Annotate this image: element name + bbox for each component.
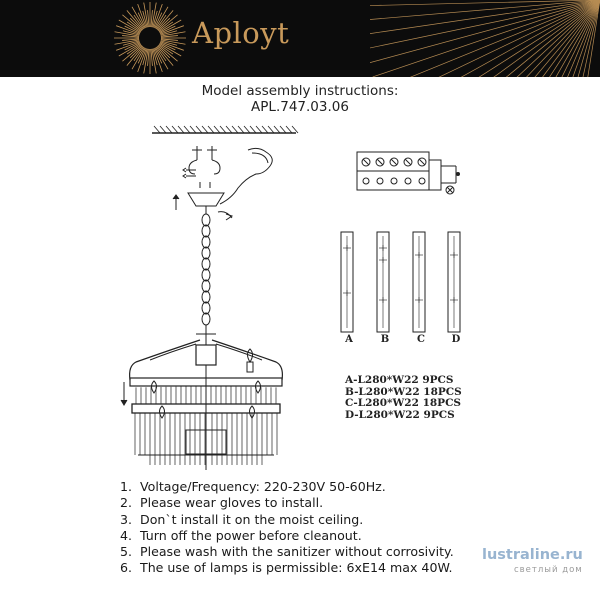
- title-line-1: Model assembly instructions:: [201, 83, 399, 99]
- rod-spec-a: A-L280*W22 9PCS: [345, 374, 454, 386]
- rod-drawings: [341, 232, 460, 332]
- rod-label-a: A: [345, 334, 353, 345]
- note-item: 3. Don`t install it on the moist ceiling.: [120, 511, 364, 527]
- watermark: lustraline.ru: [482, 547, 583, 563]
- note-item: 4. Turn off the power before cleanout.: [120, 527, 362, 543]
- wiring-diagram: [357, 152, 460, 194]
- rod-label-d: D: [451, 334, 461, 345]
- rod-spec-list: [345, 375, 462, 421]
- direction-arrow-icon: [121, 382, 127, 405]
- watermark-subtext: светлый дом: [514, 565, 583, 575]
- model-number: APL.747.03.06: [251, 99, 349, 115]
- note-item: 1. Voltage/Frequency: 220-230V 50-60Hz.: [120, 479, 386, 494]
- mounting-hooks-icon: [189, 146, 220, 188]
- chandelier-body: [130, 325, 283, 470]
- suspension-chain: [202, 214, 210, 325]
- rod-spec-d: D-L280*W22 9PCS: [345, 408, 455, 421]
- instruction-notes: [120, 479, 454, 577]
- rod-spec-c: C-L280*W22 18PCS: [345, 397, 462, 409]
- rod-spec-b: B-L280*W22 18PCS: [345, 385, 462, 398]
- ceiling-hatch: [152, 126, 298, 133]
- canopy: [188, 193, 224, 206]
- rod-label-b: B: [380, 334, 390, 345]
- note-item: 5. Please wash with the sanitizer without corrosivity.: [120, 544, 454, 560]
- note-item: 6. The use of lamps is permissible: 6xE14 max 40W.: [120, 560, 453, 576]
- rod-label-c: C: [417, 334, 425, 345]
- brand-name: Aployt: [192, 16, 290, 50]
- note-item: 2. Please wear gloves to install.: [120, 495, 324, 511]
